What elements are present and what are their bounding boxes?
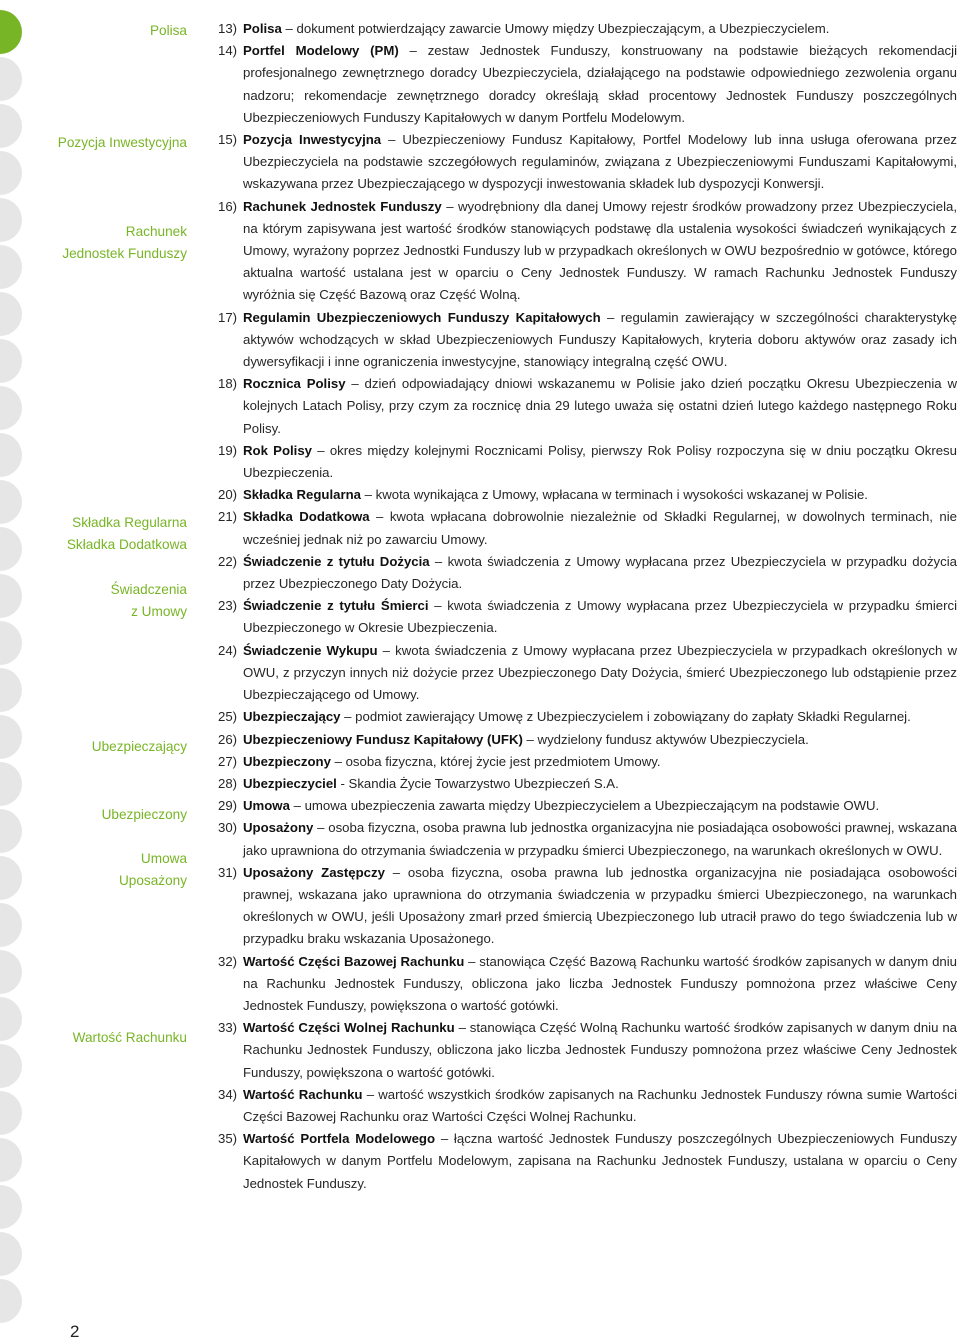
- definition-term: Rok Polisy: [243, 442, 313, 458]
- definition-number: 30): [218, 820, 238, 836]
- margin-term: [0, 579, 187, 623]
- definition-number: 29): [218, 798, 238, 814]
- definition-text: – kwota wpłacana dobrowolnie niezależnie od Składki Regularnej, w dowolnych terminach, nie wcześniej jednak niż po zawarciu Umowy.: [243, 509, 957, 547]
- definition-number: 22): [218, 553, 238, 569]
- definition-entry: [218, 795, 957, 817]
- definition-number: 16): [218, 198, 238, 214]
- definition-number: 31): [218, 864, 238, 880]
- definition-text: – kwota świadczenia z Umowy wypłacana przez Ubezpieczyciela w przypadku śmierci Ubezpieczonego w Okresie Ubezpieczenia.: [243, 598, 958, 636]
- definition-term: Uposażony: [243, 820, 314, 836]
- chapter-tab: [0, 151, 22, 195]
- definition-entry: [218, 129, 957, 196]
- definition-term: Składka Dodatkowa: [243, 509, 370, 525]
- chapter-tab: [0, 621, 22, 665]
- definition-text: – kwota wynikająca z Umowy, wpłacana w terminach i wysokości wskazanej w Polisie.: [361, 487, 868, 503]
- margin-term: [0, 20, 187, 42]
- definition-term: Umowa: [243, 798, 290, 814]
- definition-text: – osoba fizyczna, osoba prawna lub jednostka organizacyjna nie posiadająca osobowości prawnej, wskazana jako uprawniona do otrzymania świadczenia w przypadku śmierci Ubezpieczonego, na warunkach określonych w OWU.: [243, 820, 957, 858]
- margin-term-line: Jednostek Funduszy: [62, 246, 187, 261]
- definition-text: – zestaw Jednostek Funduszy, konstruowany na podstawie bieżących rekomendacji profesjonalnego zewnętrznego doradcy Ubezpieczyciela, działającego na podstawie odpowiedniego zezwolenia organu nadzoru; rekomendacje zewnętrznego doradcy określają skład procentowy Jednostek Funduszy poszczególnych Ubezpieczeniowych Funduszy Kapitałowych w danym Portfelu Modelowym.: [243, 43, 957, 125]
- margin-term: [0, 848, 187, 892]
- definition-term: Ubezpieczeniowy Fundusz Kapitałowy (UFK): [243, 731, 523, 747]
- definition-term: Ubezpieczający: [243, 709, 341, 725]
- definition-entry: [218, 551, 957, 595]
- definition-number: 15): [218, 132, 238, 148]
- definition-term: Wartość Części Wolnej Rachunku: [243, 1020, 455, 1036]
- chapter-tab: [0, 57, 22, 101]
- chapter-tab: [0, 1044, 22, 1088]
- definition-term: Wartość Portfela Modelowego: [243, 1131, 436, 1147]
- margin-term: [0, 132, 187, 154]
- definition-number: 24): [218, 642, 238, 658]
- definition-term: Świadczenie z tytułu Dożycia: [243, 553, 430, 569]
- definition-entry: [218, 307, 957, 374]
- definition-number: 17): [218, 309, 238, 325]
- definition-term: Ubezpieczyciel: [243, 775, 337, 791]
- definition-number: 26): [218, 731, 238, 747]
- margin-term-line: Polisa: [149, 23, 187, 38]
- chapter-tab: [0, 1185, 22, 1229]
- definition-entry: [218, 484, 957, 506]
- definition-number: 19): [218, 442, 238, 458]
- definition-text: - Skandia Życie Towarzystwo Ubezpieczeń S.A.: [336, 775, 619, 791]
- definition-entry: [218, 951, 957, 1018]
- definition-text: – dzień odpowiadający dniowi wskazanemu w Polisie jako dzień początku Okresu Ubezpieczenia w kolejnych Latach Polisy, przy czym za rocznicę dnia 29 lutego uważa się ostatni dzień lutego każdego następnego Roku Polisy.: [243, 376, 957, 436]
- chapter-tab: [0, 292, 22, 336]
- chapter-tab: [0, 903, 22, 947]
- definition-entry: [218, 1017, 957, 1084]
- definition-entry: [218, 751, 957, 773]
- margin-term-line: z Umowy: [131, 604, 187, 619]
- margin-term: [0, 1027, 187, 1049]
- definition-entry: [218, 196, 957, 307]
- definition-text: – wartość wszystkich środków zapisanych na Rachunku Jednostek Funduszy równa sumie Wartości Części Bazowej Rachunku oraz Wartości Części Wolnej Rachunku.: [243, 1086, 957, 1124]
- definition-term: Świadczenie z tytułu Śmierci: [243, 598, 429, 614]
- definition-term: Świadczenie Wykupu: [243, 642, 378, 658]
- definition-text: – kwota świadczenia z Umowy wypłacana przez Ubezpieczyciela w przypadkach określonych w OWU, z przyczyn innych niż dożycie przez Ubezpieczonego Daty Dożycia, śmierć Ubezpieczonego lub odstąpienie przez Ubezpieczającego od Umowy.: [243, 642, 957, 703]
- chapter-tab: [0, 1232, 22, 1276]
- definition-term: Wartość Rachunku: [243, 1086, 363, 1102]
- definition-number: 27): [218, 753, 238, 769]
- definition-term: Regulamin Ubezpieczeniowych Funduszy Kapitałowych: [243, 309, 601, 325]
- definition-entry: [218, 595, 957, 639]
- definition-number: 21): [218, 509, 238, 525]
- definition-term: Składka Regularna: [243, 487, 362, 503]
- definition-term: Pozycja Inwestycyjna: [243, 132, 382, 148]
- definition-number: 18): [218, 376, 238, 392]
- definition-entry: [218, 862, 957, 951]
- definitions-list: [218, 18, 957, 1195]
- margin-term-line: Składka Regularna: [72, 515, 187, 530]
- chapter-tab: [0, 1279, 22, 1323]
- definition-text: – stanowiąca Część Bazową Rachunku wartość środków zapisanych w danym dniu na Rachunku Jednostek Funduszy, obliczona jako liczba Jednostek Funduszy pomnożona przez właściwe Ceny Jednostek Funduszy, powiększona o wartość gotówki.: [243, 953, 958, 1013]
- definition-entry: [218, 1128, 957, 1195]
- definition-entry: [218, 640, 957, 707]
- definition-term: Rachunek Jednostek Funduszy: [243, 198, 442, 214]
- definition-term: Wartość Części Bazowej Rachunku: [243, 953, 465, 969]
- chapter-tab-strip: [0, 0, 40, 1342]
- definition-entry: [218, 440, 957, 484]
- definition-entry: [218, 40, 957, 129]
- definition-text: – kwota świadczenia z Umowy wypłacana przez Ubezpieczyciela w przypadku dożycia przez Ubezpieczonego Daty Dożycia.: [243, 553, 957, 592]
- definition-term: Ubezpieczony: [243, 753, 331, 769]
- chapter-tab: [0, 762, 22, 806]
- margin-term-line: Ubezpieczający: [91, 739, 187, 754]
- definition-text: – osoba fizyczna, osoba prawna lub jednostka organizacyjna nie posiadająca osobowości prawnej, wskazana jako uprawniona do otrzymania świadczenia w przypadku śmierci Ubezpieczonego, na warunkach określonych w OWU, jeśli Uposażony zmarł przed śmiercią Ubezpieczonego lub utracił prawo do tego świadczenia lub w przypadku braku wskazania Uposażonego.: [243, 864, 957, 947]
- margin-term: [0, 221, 187, 265]
- definition-entry: [218, 706, 957, 728]
- definition-number: 13): [218, 21, 238, 36]
- margin-term-line: Wartość Rachunku: [72, 1030, 187, 1045]
- definition-text: – wyodrębniony dla danej Umowy rejestr środków prowadzony przez Ubezpieczyciela, na którym zapisywana jest wartość środków stanowiących podstawę dla ustalenia wysokości świadczeń wynikających z Umowy, wyrażony poprzez Jednostki Funduszy lub w przypadkach określonych w OWU bezpośrednio w gotówce, którego aktualna wartość ustalana jest w oparciu o Ceny Jednostek Funduszy. W ramach Rachunku Jednostek Funduszy wyróżnia się Część Bazową oraz Część Wolną.: [243, 198, 957, 303]
- definition-number: 20): [218, 487, 238, 503]
- definition-number: 23): [218, 598, 238, 614]
- margin-term-line: Pozycja Inwestycyjna: [57, 135, 187, 150]
- definition-number: 33): [218, 1020, 238, 1036]
- definition-text: – Ubezpieczeniowy Fundusz Kapitałowy, Portfel Modelowy lub inna usługa oferowana przez Ubezpieczyciela na podstawie szczegółowych regulaminów, związana z Ubezpieczeniowymi Funduszami Kapitałowymi, wskazywana przez Ubezpieczającego w dyspozycji inwestowania składek lub dyspozycji Konwersji.: [243, 132, 957, 192]
- margin-term-line: Uposażony: [118, 873, 187, 888]
- margin-term-line: Składka Dodatkowa: [66, 537, 187, 552]
- chapter-tab: [0, 386, 22, 430]
- chapter-tab: [0, 950, 22, 994]
- definition-number: 35): [218, 1131, 238, 1147]
- definition-number: 25): [218, 709, 238, 725]
- definition-term: Rocznica Polisy: [243, 376, 346, 392]
- margin-term: [0, 736, 187, 758]
- definition-entry: [218, 506, 957, 550]
- definition-term: Polisa: [243, 21, 282, 36]
- chapter-tab: [0, 339, 22, 383]
- definition-number: 32): [218, 953, 238, 969]
- definition-text: – stanowiąca Część Wolną Rachunku wartość środków zapisanych w danym dniu na Rachunku Jednostek Funduszy, obliczona jako liczba Jednostek Funduszy pomnożona przez właściwe Ceny Jednostek Funduszy, powiększona o wartość gotówki.: [243, 1020, 957, 1080]
- definition-text: – dokument potwierdzający zawarcie Umowy między Ubezpieczającym, a Ubezpieczycielem.: [281, 21, 830, 36]
- definition-number: 28): [218, 775, 238, 791]
- definition-text: – łączna wartość Jednostek Funduszy poszczególnych Ubezpieczeniowych Funduszy Kapitałowych w danym Portfelu Modelowym, zapisana na Rachunku Jednostek Funduszy, ustalana w oparciu o Ceny Jednostek Funduszy.: [243, 1131, 957, 1191]
- definition-number: 34): [218, 1086, 238, 1102]
- definition-number: 14): [218, 43, 238, 59]
- definition-entry: [218, 817, 957, 861]
- definition-text: – podmiot zawierający Umowę z Ubezpieczycielem i zobowiązany do zapłaty Składki Regularnej.: [340, 709, 911, 725]
- definition-entry: [218, 18, 957, 40]
- definition-text: – regulamin zawierający w szczególności charakterystykę aktywów wchodzących w skład Ubezpieczeniowych Funduszy Kapitałowych, kryteria doboru aktywów oraz zasady ich dywersyfikacji i inne ograniczenia inwestycyjne, stanowiący integralną część OWU.: [243, 309, 957, 370]
- definition-text: – osoba fizyczna, której życie jest przedmiotem Umowy.: [330, 753, 661, 769]
- definition-entry: [218, 373, 957, 440]
- chapter-tab: [0, 433, 22, 477]
- definition-term: Uposażony Zastępczy: [243, 864, 385, 880]
- definition-text: – umowa ubezpieczenia zawarta między Ubezpieczycielem a Ubezpieczającym na podstawie OWU.: [289, 798, 880, 814]
- margin-term: [0, 512, 187, 556]
- chapter-tab: [0, 668, 22, 712]
- definition-entry: [218, 1084, 957, 1128]
- definition-text: – wydzielony fundusz aktywów Ubezpieczyciela.: [522, 731, 809, 747]
- definition-text: – okres między kolejnymi Rocznicami Polisy, pierwszy Rok Polisy rozpoczyna się w dniu początku Okresu Ubezpieczenia.: [243, 442, 957, 481]
- margin-term-line: Umowa: [140, 851, 187, 866]
- margin-term-line: Rachunek: [125, 224, 187, 239]
- definition-term: Portfel Modelowy (PM): [243, 43, 399, 59]
- definition-entry: [218, 773, 957, 795]
- chapter-tab: [0, 1138, 22, 1182]
- margin-term-line: Świadczenia: [110, 582, 187, 597]
- chapter-tab: [0, 1091, 22, 1135]
- page-number: 2: [70, 1322, 80, 1341]
- margin-term: [0, 804, 187, 826]
- definition-entry: [218, 729, 957, 751]
- margin-term-line: Ubezpieczony: [101, 807, 187, 822]
